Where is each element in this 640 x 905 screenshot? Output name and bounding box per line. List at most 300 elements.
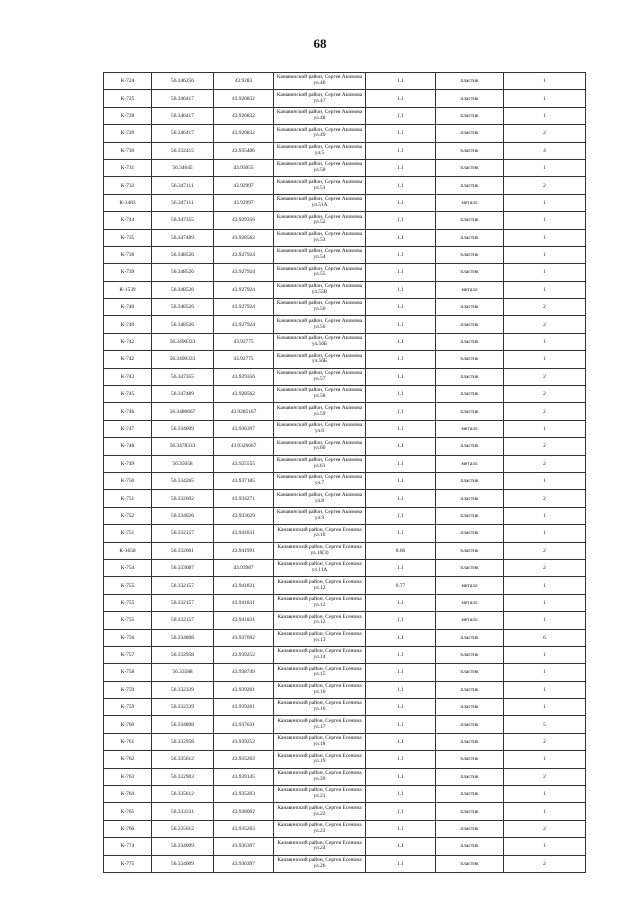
latitude-cell: 56.34645 xyxy=(152,159,214,176)
latitude-cell: 56.3478333 xyxy=(152,438,214,455)
longitude-cell: 43.9285167 xyxy=(214,403,274,420)
page-number: 68 xyxy=(313,36,327,51)
count-cell: 1 xyxy=(504,90,586,107)
volume-cell: 1.1 xyxy=(366,838,436,855)
volume-cell: 1.1 xyxy=(366,803,436,820)
table-row xyxy=(104,229,586,246)
volume-cell: 1.1 xyxy=(366,177,436,194)
volume-cell: 1.1 xyxy=(366,786,436,803)
table-row xyxy=(104,699,586,716)
address-cell: Канавинский район, Сергея Акимова ул.56Б xyxy=(274,351,366,368)
address-cell: Канавинский район, Сергея Акимова ул.61 xyxy=(274,455,366,472)
volume-cell: 1.1 xyxy=(366,299,436,316)
longitude-cell: 43.926832 xyxy=(214,125,274,142)
address-cell: Канавинский район, Сергея Есенина ул.11А xyxy=(274,559,366,576)
volume-cell: 0.66 xyxy=(366,542,436,559)
table-row xyxy=(104,333,586,350)
address-cell: Канавинский район, Сергея Акимова ул.54 xyxy=(274,246,366,263)
latitude-cell: 56.35058 xyxy=(152,455,214,472)
material-cell: пластик xyxy=(436,490,504,507)
site-id-cell: К-752 xyxy=(104,507,152,524)
material-cell: пластик xyxy=(436,733,504,750)
site-id-cell: К-762 xyxy=(104,751,152,768)
material-cell: пластик xyxy=(436,646,504,663)
count-cell: 1 xyxy=(504,751,586,768)
site-id-cell: К-1483 xyxy=(104,194,152,211)
site-id-cell: К-746 xyxy=(104,403,152,420)
longitude-cell: 43.926832 xyxy=(214,90,274,107)
latitude-cell: 56.347489 xyxy=(152,386,214,403)
site-id-cell: К-759 xyxy=(104,699,152,716)
table-row xyxy=(104,577,586,594)
volume-cell: 1.1 xyxy=(366,264,436,281)
latitude-cell: 56.347111 xyxy=(152,194,214,211)
table-row xyxy=(104,716,586,733)
site-id-cell: К-744 xyxy=(104,212,152,229)
count-cell: 2 xyxy=(504,177,586,194)
count-cell: 1 xyxy=(504,333,586,350)
volume-cell: 1.1 xyxy=(366,368,436,385)
latitude-cell: 56.335612 xyxy=(152,820,214,837)
latitude-cell: 56.334265 xyxy=(152,472,214,489)
material-cell: пластик xyxy=(436,212,504,229)
count-cell: 1 xyxy=(504,646,586,663)
site-id-cell: К-1658 xyxy=(104,542,152,559)
material-cell: пластик xyxy=(436,90,504,107)
longitude-cell: 43.937692 xyxy=(214,629,274,646)
address-cell: Канавинский район, Сергея Акимова ул.50 xyxy=(274,159,366,176)
address-cell: Канавинский район, Сергея Есенина ул.12 xyxy=(274,594,366,611)
table-row xyxy=(104,264,586,281)
address-cell: Канавинский район, Сергея Есенина ул.15 xyxy=(274,664,366,681)
count-cell: 2 xyxy=(504,403,586,420)
table-row xyxy=(104,438,586,455)
longitude-cell: 43.941831 xyxy=(214,612,274,629)
address-cell: Канавинский район, Сергея Акимова ул.9 xyxy=(274,507,366,524)
address-cell: Канавинский район, Сергея Есенина ул.24 xyxy=(274,838,366,855)
site-id-cell: К-730 xyxy=(104,142,152,159)
latitude-cell: 56.33588 xyxy=(152,664,214,681)
latitude-cell: 56.348526 xyxy=(152,264,214,281)
count-cell: 1 xyxy=(504,803,586,820)
address-cell: Канавинский район, Сергея Есенина ул.19 xyxy=(274,751,366,768)
count-cell: 1 xyxy=(504,594,586,611)
count-cell: 1 xyxy=(504,351,586,368)
site-id-cell: К-736 xyxy=(104,246,152,263)
count-cell: 1 xyxy=(504,212,586,229)
address-cell: Канавинский район, Сергея Есенина ул.22 xyxy=(274,803,366,820)
longitude-cell: 43.92997 xyxy=(214,177,274,194)
table-row xyxy=(104,681,586,698)
address-cell: Канавинский район, Сергея Есенина ул.14 xyxy=(274,646,366,663)
longitude-cell: 43.935406 xyxy=(214,142,274,159)
address-cell: Канавинский район, Сергея Акимова ул.7 xyxy=(274,472,366,489)
material-cell: пластик xyxy=(436,142,504,159)
count-cell: 2 xyxy=(504,455,586,472)
longitude-cell: 43.937631 xyxy=(214,716,274,733)
table-row xyxy=(104,664,586,681)
material-cell: пластик xyxy=(436,229,504,246)
site-id-cell: К-739 xyxy=(104,264,152,281)
table-row xyxy=(104,351,586,368)
latitude-cell: 56.346256 xyxy=(152,73,214,90)
longitude-cell: 43.936397 xyxy=(214,420,274,437)
volume-cell: 1.1 xyxy=(366,125,436,142)
latitude-cell: 56.332415 xyxy=(152,142,214,159)
table-row xyxy=(104,420,586,437)
count-cell: 2 xyxy=(504,316,586,333)
address-cell: Канавинский район, Сергея Акимова ул.5 xyxy=(274,142,366,159)
material-cell: пластик xyxy=(436,559,504,576)
material-cell: пластик xyxy=(436,107,504,124)
material-cell: металл xyxy=(436,455,504,472)
table-row xyxy=(104,73,586,90)
latitude-cell: 56.334808 xyxy=(152,629,214,646)
latitude-cell: 56.346417 xyxy=(152,107,214,124)
table-row xyxy=(104,820,586,837)
site-id-cell: К-745 xyxy=(104,386,152,403)
latitude-cell: 56.347355 xyxy=(152,212,214,229)
longitude-cell: 43.9283 xyxy=(214,73,274,90)
longitude-cell: 43.935203 xyxy=(214,786,274,803)
latitude-cell: 56.332339 xyxy=(152,681,214,698)
material-cell: пластик xyxy=(436,838,504,855)
latitude-cell: 56.335612 xyxy=(152,751,214,768)
table-row xyxy=(104,177,586,194)
volume-cell: 0.77 xyxy=(366,577,436,594)
table-body xyxy=(104,73,586,873)
longitude-cell: 43.936397 xyxy=(214,855,274,872)
table-row xyxy=(104,733,586,750)
count-cell: 5 xyxy=(504,716,586,733)
address-cell: Канавинский район, Сергея Акимова ул.52 xyxy=(274,212,366,229)
material-cell: пластик xyxy=(436,177,504,194)
table-row xyxy=(104,559,586,576)
site-id-cell: К-765 xyxy=(104,803,152,820)
material-cell: пластик xyxy=(436,368,504,385)
table-row xyxy=(104,142,586,159)
table-row xyxy=(104,159,586,176)
count-cell: 2 xyxy=(504,820,586,837)
longitude-cell: 43.927924 xyxy=(214,246,274,263)
longitude-cell: 43.92775 xyxy=(214,333,274,350)
latitude-cell: 56.334009 xyxy=(152,855,214,872)
address-cell: Канавинский район, Сергея Акимова ул.56 xyxy=(274,299,366,316)
count-cell: 1 xyxy=(504,194,586,211)
latitude-cell: 56.332339 xyxy=(152,699,214,716)
site-id-cell: К-1539 xyxy=(104,281,152,298)
table-row xyxy=(104,386,586,403)
volume-cell: 1.1 xyxy=(366,351,436,368)
volume-cell: 1.1 xyxy=(366,507,436,524)
volume-cell: 1.1 xyxy=(366,681,436,698)
longitude-cell: 43.939145 xyxy=(214,768,274,785)
volume-cell: 1.1 xyxy=(366,751,436,768)
latitude-cell: 56.332157 xyxy=(152,577,214,594)
longitude-cell: 43.928562 xyxy=(214,229,274,246)
container-sites-table xyxy=(103,72,586,873)
address-cell: Канавинский район, Сергея Акимова ул.56Б xyxy=(274,333,366,350)
latitude-cell: 56.348526 xyxy=(152,246,214,263)
site-id-cell: К-732 xyxy=(104,177,152,194)
address-cell: Канавинский район, Сергея Есенина ул.26 xyxy=(274,855,366,872)
site-id-cell: К-764 xyxy=(104,786,152,803)
site-id-cell: К-760 xyxy=(104,716,152,733)
count-cell: 2 xyxy=(504,438,586,455)
address-cell: Канавинский район, Сергея Есенина ул.23 xyxy=(274,820,366,837)
latitude-cell: 56.334808 xyxy=(152,716,214,733)
table-row xyxy=(104,472,586,489)
address-cell: Канавинский район, Сергея Акимова ул.58 xyxy=(274,386,366,403)
address-cell: Канавинский район, Сергея Акимова ул.49 xyxy=(274,125,366,142)
table-row xyxy=(104,542,586,559)
latitude-cell: 56.335612 xyxy=(152,786,214,803)
count-cell: 1 xyxy=(504,786,586,803)
material-cell: металл xyxy=(436,577,504,594)
latitude-cell: 56.332157 xyxy=(152,612,214,629)
table-row xyxy=(104,368,586,385)
table-row xyxy=(104,594,586,611)
site-id-cell: К-757 xyxy=(104,646,152,663)
site-id-cell: К-763 xyxy=(104,768,152,785)
site-id-cell: К-751 xyxy=(104,490,152,507)
count-cell: 2 xyxy=(504,542,586,559)
material-cell: пластик xyxy=(436,246,504,263)
site-id-cell: К-766 xyxy=(104,820,152,837)
address-cell: Канавинский район, Сергея Есенина ул.21 xyxy=(274,786,366,803)
longitude-cell: 43.92997 xyxy=(214,194,274,211)
material-cell: пластик xyxy=(436,699,504,716)
count-cell: 1 xyxy=(504,472,586,489)
material-cell: пластик xyxy=(436,542,504,559)
longitude-cell: 43.9326667 xyxy=(214,438,274,455)
material-cell: пластик xyxy=(436,299,504,316)
site-id-cell: К-755 xyxy=(104,577,152,594)
volume-cell: 1.1 xyxy=(366,699,436,716)
address-cell: Канавинский район, Сергея Акимова ул.56 xyxy=(274,316,366,333)
material-cell: пластик xyxy=(436,525,504,542)
address-cell: Канавинский район, Сергея Акимова ул.6 xyxy=(274,420,366,437)
count-cell: 2 xyxy=(504,855,586,872)
material-cell: металл xyxy=(436,281,504,298)
latitude-cell: 56.334626 xyxy=(152,507,214,524)
material-cell: пластик xyxy=(436,751,504,768)
volume-cell: 1.1 xyxy=(366,646,436,663)
longitude-cell: 43.925555 xyxy=(214,455,274,472)
address-cell: Канавинский район, Сергея Акимова ул.55В xyxy=(274,281,366,298)
longitude-cell: 43.939252 xyxy=(214,733,274,750)
address-cell: Канавинский район, Сергея Есенина ул.17 xyxy=(274,716,366,733)
material-cell: металл xyxy=(436,612,504,629)
address-cell: Канавинский район, Сергея Акимова ул.53 xyxy=(274,229,366,246)
material-cell: пластик xyxy=(436,855,504,872)
count-cell: 2 xyxy=(504,733,586,750)
count-cell: 1 xyxy=(504,612,586,629)
volume-cell: 1.1 xyxy=(366,386,436,403)
site-id-cell: К-754 xyxy=(104,559,152,576)
volume-cell: 1.1 xyxy=(366,229,436,246)
material-cell: пластик xyxy=(436,316,504,333)
latitude-cell: 56.346417 xyxy=(152,90,214,107)
count-cell: 1 xyxy=(504,246,586,263)
volume-cell: 1.1 xyxy=(366,559,436,576)
volume-cell: 1.1 xyxy=(366,733,436,750)
address-cell: Канавинский район, Сергея Акимова ул.8 xyxy=(274,490,366,507)
count-cell: 2 xyxy=(504,299,586,316)
table-row xyxy=(104,281,586,298)
address-cell: Канавинский район, Сергея Акимова ул.55 xyxy=(274,264,366,281)
site-id-cell: К-749 xyxy=(104,455,152,472)
site-id-cell: К-728 xyxy=(104,107,152,124)
address-cell: Канавинский район, Сергея Есенина ул.10 xyxy=(274,525,366,542)
material-cell: пластик xyxy=(436,125,504,142)
table-row xyxy=(104,646,586,663)
address-cell: Канавинский район, Сергея Акимова ул.51А xyxy=(274,194,366,211)
address-cell: Канавинский район, Сергея Есенина ул.13 xyxy=(274,629,366,646)
material-cell: пластик xyxy=(436,386,504,403)
count-cell: 1 xyxy=(504,699,586,716)
site-id-cell: К-720 xyxy=(104,125,152,142)
count-cell: 6 xyxy=(504,629,586,646)
site-id-cell: К-740 xyxy=(104,316,152,333)
count-cell: 1 xyxy=(504,229,586,246)
count-cell: 4 xyxy=(504,142,586,159)
latitude-cell: 56.333687 xyxy=(152,559,214,576)
address-cell: Канавинский район, Сергея Акимова ул.60 xyxy=(274,438,366,455)
table-row xyxy=(104,751,586,768)
table-row xyxy=(104,107,586,124)
volume-cell: 1.1 xyxy=(366,316,436,333)
latitude-cell: 56.347489 xyxy=(152,229,214,246)
site-id-cell: К-724 xyxy=(104,73,152,90)
material-cell: пластик xyxy=(436,333,504,350)
site-id-cell: К-755 xyxy=(104,612,152,629)
material-cell: пластик xyxy=(436,438,504,455)
volume-cell: 1.1 xyxy=(366,142,436,159)
latitude-cell: 56.332958 xyxy=(152,646,214,663)
material-cell: пластик xyxy=(436,159,504,176)
count-cell: 2 xyxy=(504,368,586,385)
longitude-cell: 43.935203 xyxy=(214,751,274,768)
volume-cell: 1.1 xyxy=(366,194,436,211)
volume-cell: 1.1 xyxy=(366,73,436,90)
site-id-cell: К-742 xyxy=(104,333,152,350)
material-cell: пластик xyxy=(436,716,504,733)
count-cell: 1 xyxy=(504,264,586,281)
address-cell: Канавинский район, Сергея Акимова ул.47 xyxy=(274,90,366,107)
table-row xyxy=(104,90,586,107)
count-cell: 2 xyxy=(504,490,586,507)
latitude-cell: 56.347111 xyxy=(152,177,214,194)
count-cell: 1 xyxy=(504,73,586,90)
address-cell: Канавинский район, Сергея Есенина ул.12 xyxy=(274,577,366,594)
address-cell: Канавинский район, Сергея Акимова ул.46 xyxy=(274,73,366,90)
longitude-cell: 43.93055 xyxy=(214,159,274,176)
longitude-cell: 43.936397 xyxy=(214,838,274,855)
longitude-cell: 43.939261 xyxy=(214,699,274,716)
volume-cell: 1.1 xyxy=(366,281,436,298)
site-id-cell: К-731 xyxy=(104,159,152,176)
longitude-cell: 43.941831 xyxy=(214,577,274,594)
longitude-cell: 43.927924 xyxy=(214,316,274,333)
address-cell: Канавинский район, Сергея Есенина ул.18 xyxy=(274,733,366,750)
table-row xyxy=(104,403,586,420)
table-row xyxy=(104,612,586,629)
table-row xyxy=(104,803,586,820)
table-row xyxy=(104,507,586,524)
table-row xyxy=(104,125,586,142)
table-row xyxy=(104,525,586,542)
table-row xyxy=(104,246,586,263)
material-cell: пластик xyxy=(436,403,504,420)
address-cell: Канавинский район, Сергея Есенина ул.12 xyxy=(274,612,366,629)
longitude-cell: 43.927924 xyxy=(214,299,274,316)
longitude-cell: 43.941831 xyxy=(214,525,274,542)
count-cell: 2 xyxy=(504,125,586,142)
volume-cell: 1.1 xyxy=(366,612,436,629)
address-cell: Канавинский район, Сергея Акимова ул.57 xyxy=(274,368,366,385)
longitude-cell: 43.939261 xyxy=(214,681,274,698)
longitude-cell: 43.927924 xyxy=(214,264,274,281)
longitude-cell: 43.938749 xyxy=(214,664,274,681)
volume-cell: 1.1 xyxy=(366,90,436,107)
longitude-cell: 43.92775 xyxy=(214,351,274,368)
longitude-cell: 43.933629 xyxy=(214,507,274,524)
volume-cell: 1.1 xyxy=(366,438,436,455)
table-row xyxy=(104,629,586,646)
material-cell: пластик xyxy=(436,264,504,281)
volume-cell: 1.1 xyxy=(366,525,436,542)
count-cell: 1 xyxy=(504,681,586,698)
material-cell: пластик xyxy=(436,507,504,524)
volume-cell: 1.1 xyxy=(366,820,436,837)
longitude-cell: 43.927924 xyxy=(214,281,274,298)
latitude-cell: 56.3490333 xyxy=(152,351,214,368)
volume-cell: 1.1 xyxy=(366,716,436,733)
site-id-cell: К-725 xyxy=(104,90,152,107)
site-id-cell: К-747 xyxy=(104,420,152,437)
volume-cell: 1.1 xyxy=(366,403,436,420)
longitude-cell: 43.939252 xyxy=(214,646,274,663)
volume-cell: 1.1 xyxy=(366,472,436,489)
longitude-cell: 43.93987 xyxy=(214,559,274,576)
count-cell: 1 xyxy=(504,664,586,681)
site-id-cell: К-743 xyxy=(104,368,152,385)
table-row xyxy=(104,786,586,803)
site-id-cell: К-774 xyxy=(104,838,152,855)
site-id-cell: К-755 xyxy=(104,594,152,611)
longitude-cell: 43.938002 xyxy=(214,803,274,820)
longitude-cell: 43.941831 xyxy=(214,594,274,611)
count-cell: 1 xyxy=(504,107,586,124)
volume-cell: 1.1 xyxy=(366,768,436,785)
longitude-cell: 43.928562 xyxy=(214,386,274,403)
material-cell: пластик xyxy=(436,73,504,90)
material-cell: пластик xyxy=(436,472,504,489)
volume-cell: 1.1 xyxy=(366,333,436,350)
latitude-cell: 56.332903 xyxy=(152,768,214,785)
address-cell: Канавинский район, Сергея Акимова ул.51 xyxy=(274,177,366,194)
latitude-cell: 56.347355 xyxy=(152,368,214,385)
volume-cell: 1.1 xyxy=(366,629,436,646)
address-cell: Канавинский район, Сергея Есенина ул.16 xyxy=(274,699,366,716)
site-id-cell: К-759 xyxy=(104,681,152,698)
count-cell: 2 xyxy=(504,768,586,785)
table-row xyxy=(104,838,586,855)
count-cell: 1 xyxy=(504,281,586,298)
volume-cell: 1.1 xyxy=(366,159,436,176)
address-cell: Канавинский район, Сергея Акимова ул.48 xyxy=(274,107,366,124)
